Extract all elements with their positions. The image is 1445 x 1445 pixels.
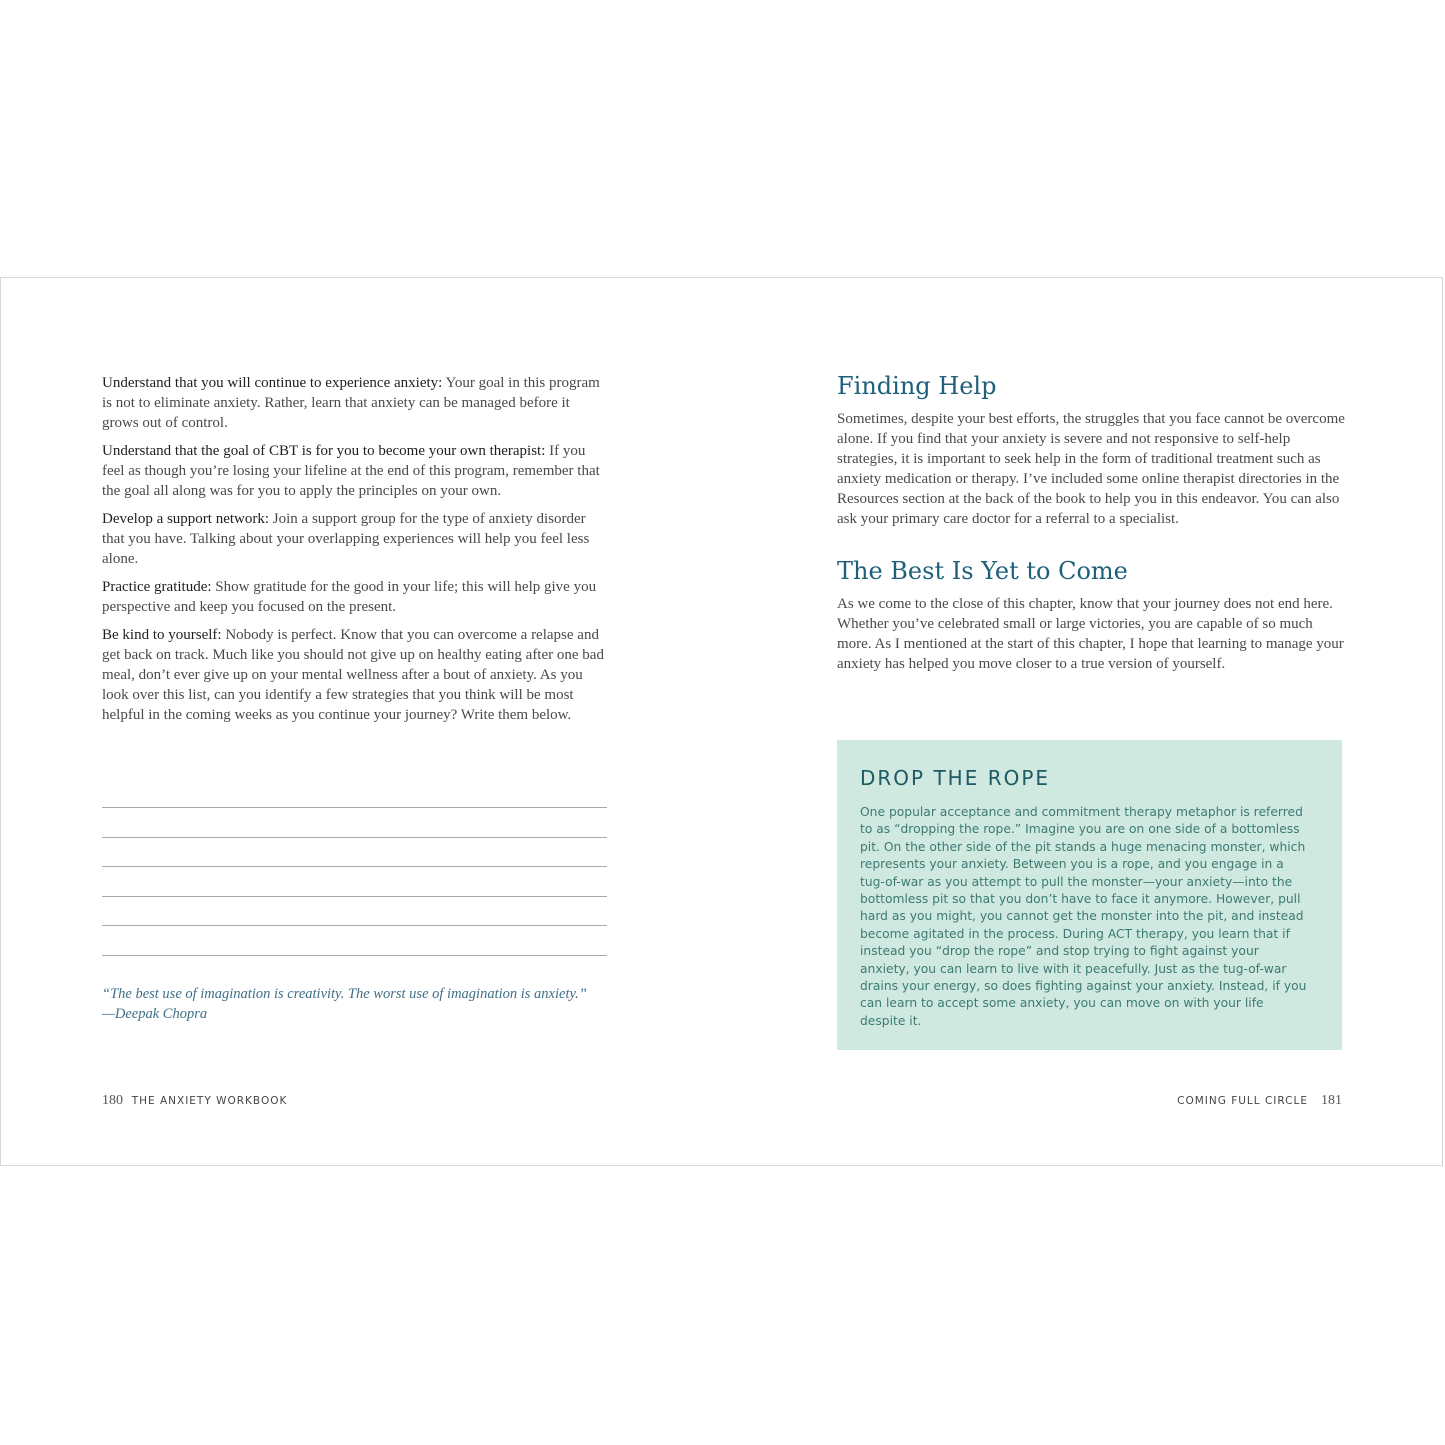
tip-item [102,373,608,433]
writing-line[interactable] [102,896,607,926]
pull-quote [102,984,612,1024]
running-head: COMING FULL CIRCLE [1177,1095,1308,1107]
section-heading: The Best Is Yet to Come [837,557,1128,585]
tip-lead: Practice gratitude: [102,579,212,595]
tip-lead: Be kind to yourself: [102,627,222,643]
section-body: Sometimes, despite your best efforts, the struggles that you face cannot be overcome alone. If you find that your anxiety is severe and not responsive to self-help strategies, it is important to seek help in the form of traditional treatment such as anxiety medication or therapy. I’ve included some online therapist directories in the Resources section at the back of the book to help you in this endeavor. You can also ask your primary care doctor for a referral to a specialist. [837,411,1345,527]
tip-item [102,625,608,725]
running-head: THE ANXIETY WORKBOOK [131,1095,288,1107]
right-page-footer [1177,1093,1342,1109]
tip-lead: Understand that you will continue to experience anxiety: [102,375,443,391]
tip-text: Your goal in this program is not to eliminate anxiety. Rather, learn that anxiety can be managed before it grows out of control. [102,375,600,431]
section-body: As we come to the close of this chapter, know that your journey does not end here. Whether you’ve celebrated small or large victories, you are capable of so much more. As I mentioned at the start of this chapter, I hope that learning to manage your anxiety has helped you move closer to a true version of yourself. [837,596,1344,672]
sidebar-body: One popular acceptance and commitment therapy metaphor is referred to as “dropping the rope.” Imagine you are on one side of a bottomless pit. On the other side of the pit stands a huge menacing monster, which represents your anxiety. Between you is a rope, and you engage in a tug-of-war as you attempt to pull the monster—your anxiety—into the bottomless pit so that you don’t have to face it anymore. However, pull hard as you might, you cannot get the monster into the pit, and instead become agitated in the process. During ACT therapy, you learn that if instead you “drop the rope” and stop trying to fight against your anxiety, you can learn to live with it peacefully. Just as the tug-of-war drains your energy, so does fighting against your anxiety. Instead, if you can learn to accept some anxiety, you can move on with your life despite it. [860,805,1307,1028]
writing-line[interactable] [102,866,607,896]
tip-item [102,441,608,501]
left-page-tips [102,373,608,733]
right-page-content [837,368,1345,698]
writing-line[interactable] [102,925,607,955]
tip-text: Nobody is perfect. Know that you can overcome a relapse and get back on track. Much like you should not give up on healthy eating after one bad meal, don’t ever give up on your mental wellness after a bout of anxiety. As you look over this list, can you identify a few strategies that you think will be most helpful in the coming weeks as you continue your journey? Write them below. [102,627,604,723]
writing-line[interactable] [102,837,607,867]
tip-lead: Develop a support network: [102,511,270,527]
writing-line[interactable] [102,955,607,985]
tip-text: Join a support group for the type of anxiety disorder that you have. Talking about your overlapping experiences will help you feel less alone. [102,511,590,567]
tip-lead: Understand that the goal of CBT is for you to become your own therapist: [102,443,546,459]
tip-text: Show gratitude for the good in your life; this will help give you perspective and keep you focused on the present. [102,579,597,615]
section-heading: Finding Help [837,372,997,400]
tip-item [102,577,608,617]
page-number: 180 [102,1093,123,1108]
quote-attribution: —Deepak Chopra [102,1006,208,1022]
writing-lines [102,807,607,985]
sidebar-title: DROP THE ROPE [860,766,1051,790]
tip-text: If you feel as though you’re losing your lifeline at the end of this program, remember that the goal all along was for you to apply the principles on your own. [102,443,600,499]
drop-the-rope-sidebar [837,740,1342,1050]
page-number: 181 [1321,1093,1342,1108]
writing-line[interactable] [102,807,607,837]
left-page-footer [102,1093,287,1109]
quote-text: “The best use of imagination is creativity. The worst use of imagination is anxiety.” [102,986,587,1002]
tip-item [102,509,608,569]
